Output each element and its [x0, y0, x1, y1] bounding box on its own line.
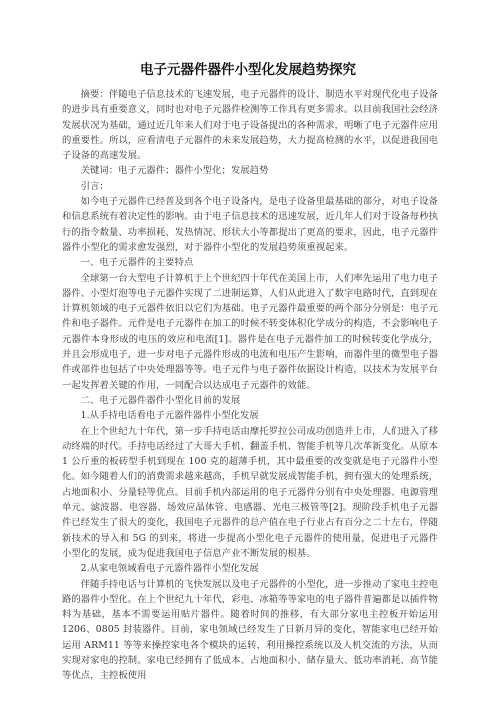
keywords-line: 关键词：电子元器件；器件小型化；发展趋势: [80, 165, 269, 177]
intro-paragraph: 如今电子元器件已经普及到各个电子设备内，是电子设备里最基础的部分，对电子设备和信息系统有着决定性的影响。由于电子信息技术的迅速发展，近几年人们对于设备每秒执行的指令数量、功率损耗、发热情况、形状大小等都提出了更高的要求，因此，电子元器件器件小型化的需求愈发强烈，对于器件小型化的发展趋势须重视起来。: [62, 196, 438, 253]
document-title: 电子元器件器件小型化发展趋势探究: [140, 62, 356, 78]
subsection-heading-2-1: 1.从手持电话看电子元器件器件小型化发展: [80, 410, 259, 422]
section-heading-1: 一、电子元器件的主要特点: [80, 257, 194, 269]
subsection-heading-2-2: 2.从家电领域看电子元器件器件小型化发展: [80, 563, 259, 575]
subsection-2-2-paragraph: 伴随手持电话与计算机的飞快发展以及电子元器件的小型化，进一步推动了家电主控电路的器件小型化。在上个世纪九十年代，彩电、冰箱等等家电的电子器件普遍都是以插件物料为基础，基本不需要运用贴片器件。随着时间的推移，有大部分家电主控板开始运用 1206、0805 封装器件。目前，家电领域已经发生了日新月异的变化，智能家电已经开始运用 ARM11 等等来操控家电各个模块的运转，利用操控系统以及人机交流的方法，从而实现对家电的控制。家电已经拥有了低成本、占地面积小、储存量大、低功率消耗、高节能等优点，主控板使用: [62, 578, 438, 682]
document-body: [62, 87, 438, 684]
section-heading-2: 二、电子元器件器件小型化目前的发展: [80, 394, 241, 406]
subsection-2-1-paragraph: 在上个世纪九十年代，第一步手持电话由摩托罗拉公司成功创造并上市，人们进入了移动终端的时代。手持电话经过了大哥大手机、翻盖手机、智能手机等几次革新变化。从原本 1 公斤重的板砖型手机到现在 100 克的超薄手机，其中最重要的改变就是电子元器件小型化。如今随着人们的消费需求越来越高，手机早就发展成智能手机，拥有强大的处理系统，占地面积小、分量轻等优点。目前手机内部运用的电子元器件分别有中央处理器、电源管理单元、滤波器、电容器、场效应晶体管、电感器、光电三极管等[2]。现阶段手机电子元器件已经发生了很大的变化，我国电子元器件的总产值在电子行业占有百分之二十左右，伴随新技术的导入和 5G 的到来，将进一步提高小型化电子元器件的使用量，促进电子元器件小型化的发展，成为促进我国电子信息产业不断发展的根基。: [62, 425, 438, 559]
intro-heading: 引言：: [80, 180, 109, 192]
abstract-paragraph: 摘要：伴随电子信息技术的飞速发展，电子元器件的设计、制造水平对现代化电子设备的进步具有重要意义，同时也对电子元器件检测等工作具有更多需求。以目前我国社会经济发展状况为基础，通过近几年来人们对于电子设备提出的各种需求，明晰了电子元器件应用的重要性。所以，应看清电子元器件的未来发展趋势，大力提高检测的水平，以促进我国电子设备的高速发展。: [62, 89, 438, 162]
section-1-paragraph: 全球第一台大型电子计算机于上个世纪四十年代在美国上市，人们率先运用了电力电子器件、小型灯泡等电子元器件实现了二进制运算，人们从此进入了数字电路时代，直到现在计算机领域的电子元器件依旧以它们为基础。电子元器件最重要的两个部分分别是：电子元件和电子器件。元件是电子元器件在加工的时候不转变体积化学成分的构造，不会影响电子元器件本身形成的电压的效应和电流[1]。器件是在电子元器件加工的时候转变化学成分，并且会形成电子，进一步对电子元器件形成的电流和电压产生影响，而器件里的微型电子器件或部件也包括了中央处理器等等。电子元件与电子器件依据设计构造，以技术为发展平台一起发挥着关键的作用，一同配合以达成电子元器件的效能。: [62, 272, 438, 391]
